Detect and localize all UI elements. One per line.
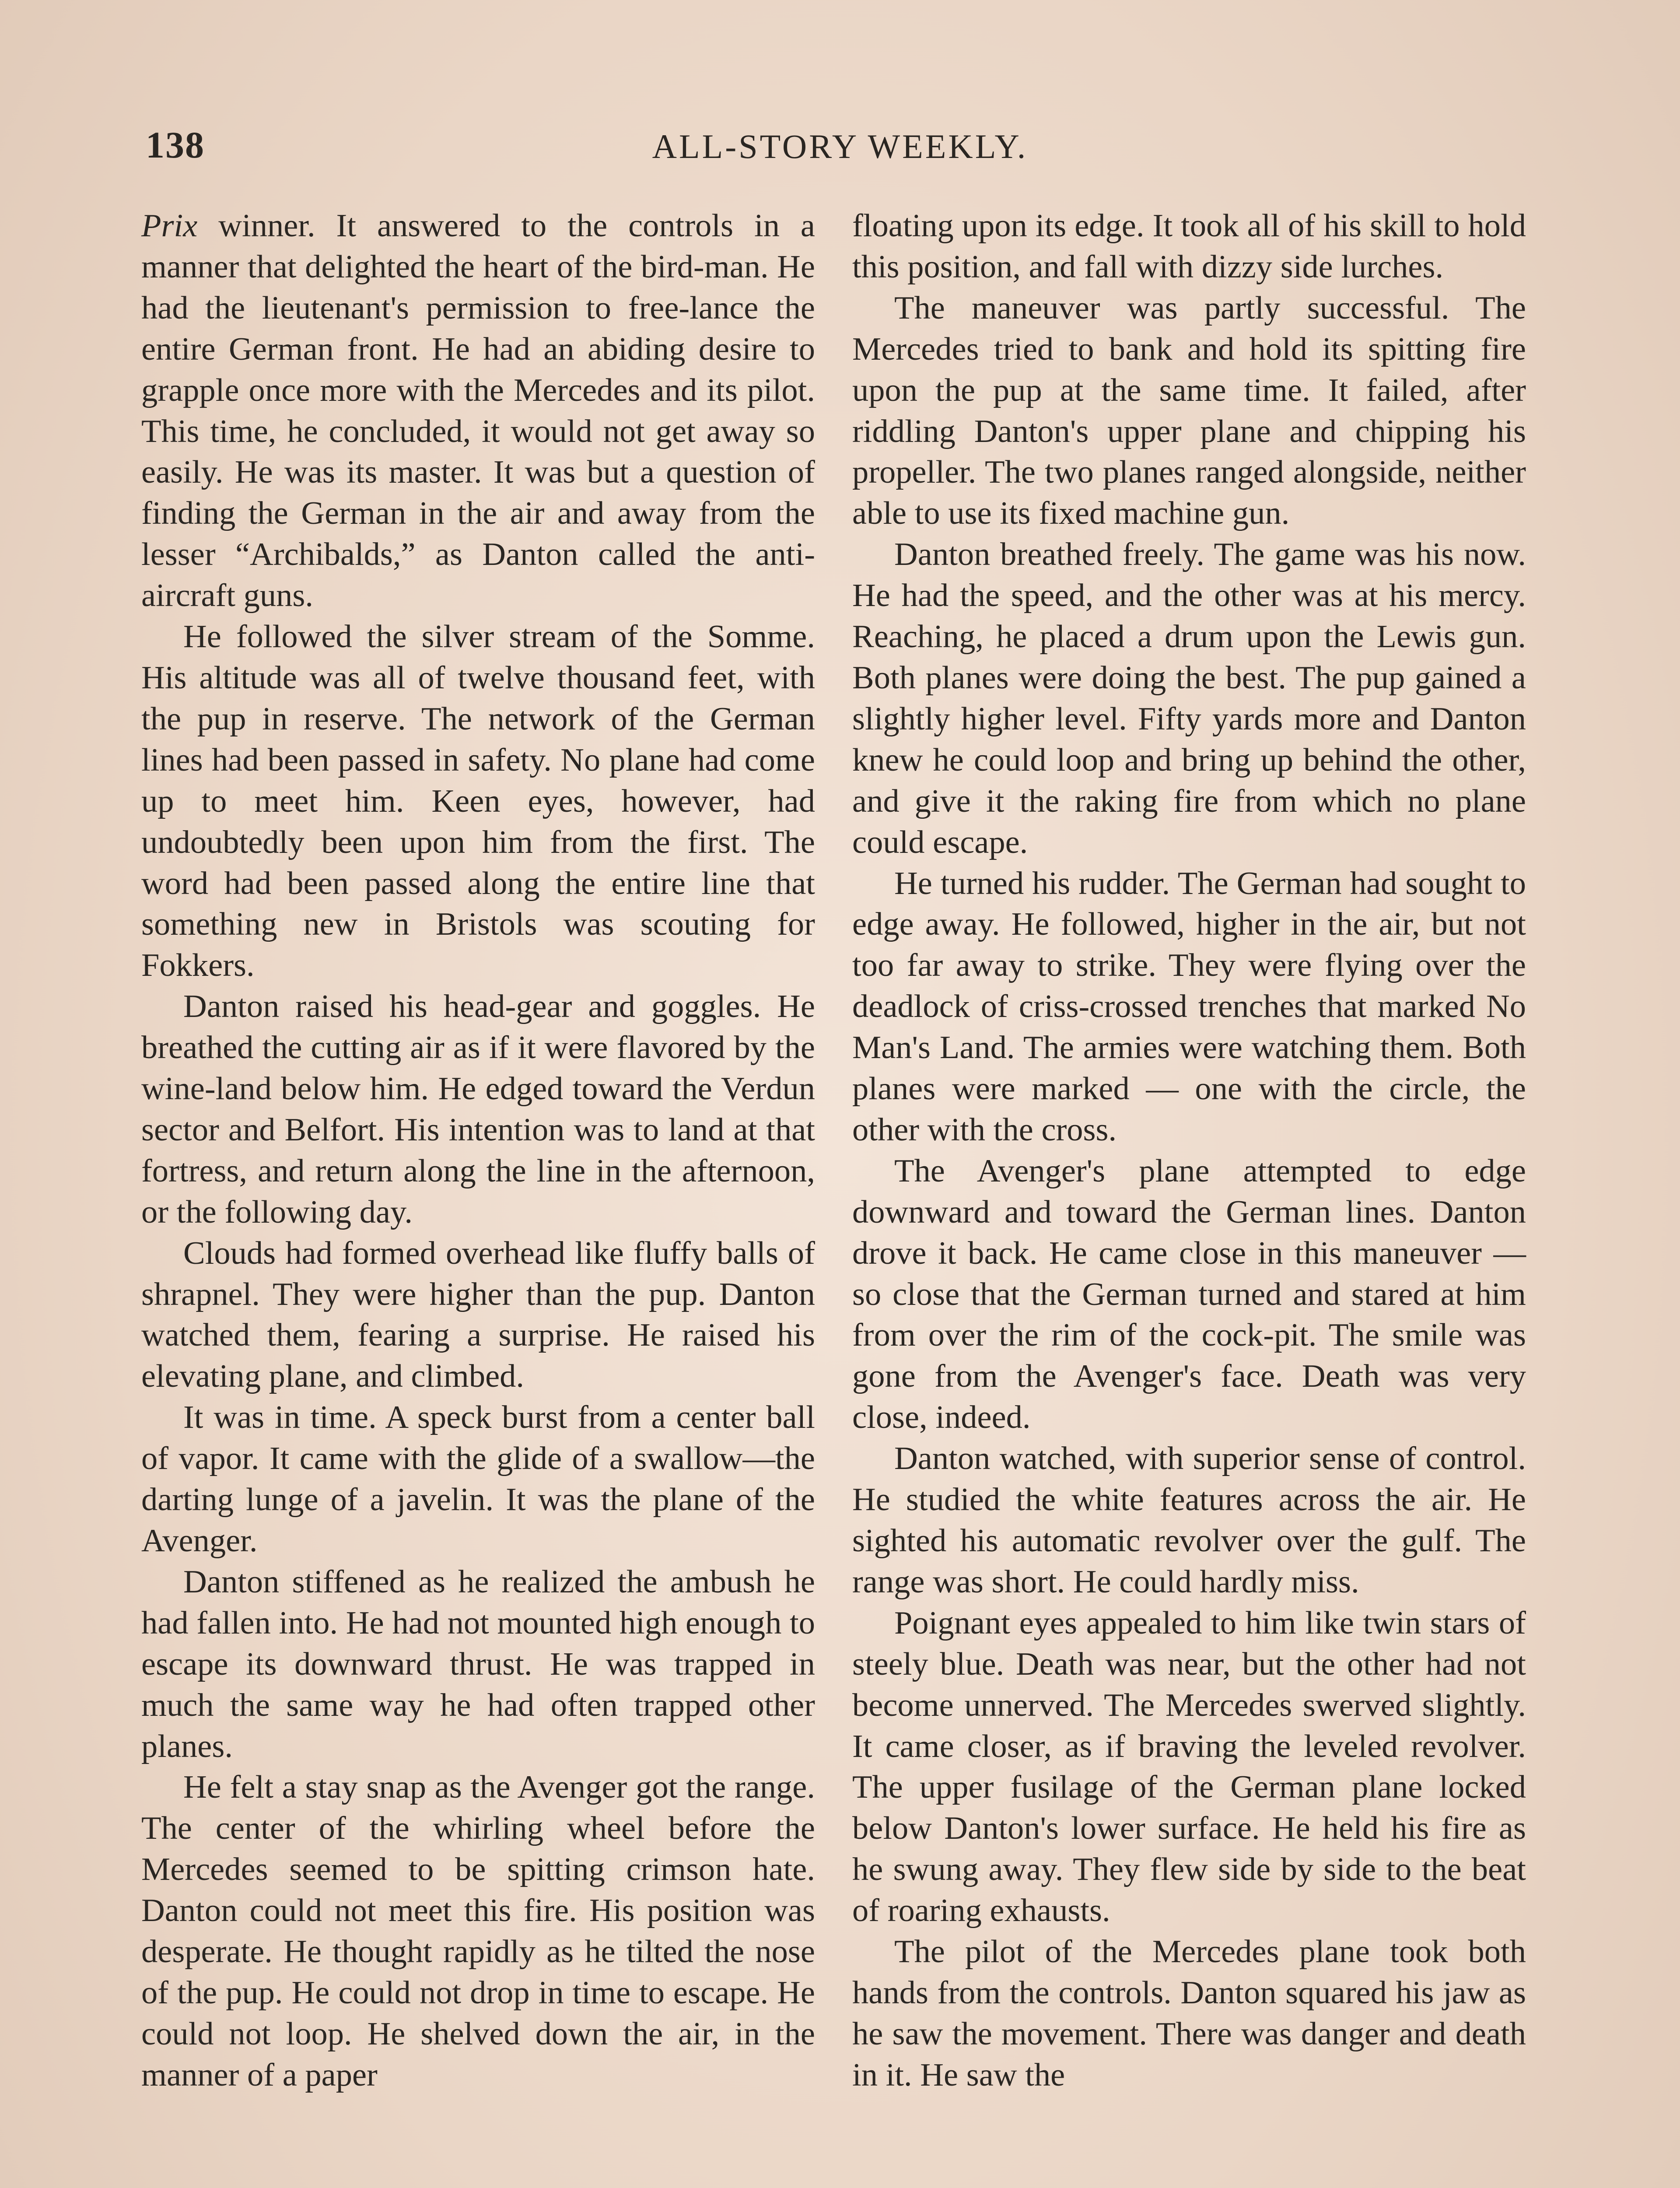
- right-column: [852, 206, 1526, 2096]
- paragraph: Poignant eyes appealed to him like twin stars of steely blue. Death was near, but the other had not become unnerved. The Mercedes swerved slightly. It came closer, as if braving the leveled revolver. The upper fusilage of the German plane locked below Danton's lower surface. He held his fire as he swung away. They flew side by side to the beat of roaring exhausts.: [852, 1605, 1526, 1929]
- paragraph: Danton breathed freely. The game was his now. He had the speed, and the other was at his mercy. Reaching, he placed a drum upon the Lewis gun. Both planes were doing the best. The pup gained a slightly higher level. Fifty yards more and Danton knew he could loop and bring up behind the other, and give it the raking fire from which no plane could escape.: [852, 536, 1526, 860]
- left-column: [141, 206, 815, 2096]
- paragraph: He followed the silver stream of the Somme. His altitude was all of twelve thousand feet, with the pup in reserve. The network of the German lines had been passed in safety. No plane had come up to meet him. Keen eyes, however, had undoubtedly been upon him from the first. The word had been passed along the entire line that something new in Bristols was scouting for Fokkers.: [141, 619, 815, 984]
- paragraph: The pilot of the Mercedes plane took both hands from the controls. Danton squared his jaw as he saw the movement. There was danger and death in it. He saw the: [852, 1934, 1526, 2093]
- page-header: [0, 0, 1680, 210]
- italic-word: Prix: [141, 208, 198, 244]
- paragraph: He felt a stay snap as the Avenger got the range. The center of the whirling wheel before the Mercedes seemed to be spitting crimson hate. Danton could not meet this fire. His position was desperate. He thought rapidly as he tilted the nose of the pup. He could not drop in time to escape. He could not loop. He shelved down the air, in the manner of a paper: [141, 1769, 815, 2093]
- paragraph: Danton watched, with superior sense of control. He studied the white features across the air. He sighted his automatic revolver over the gulf. The range was short. He could hardly miss.: [852, 1441, 1526, 1600]
- paragraph: Danton stiffened as he realized the ambush he had fallen into. He had not mounted high enough to escape its downward thrust. He was trapped in much the same way he had often trapped other planes.: [141, 1564, 815, 1764]
- paragraph: Clouds had formed overhead like fluffy balls of shrapnel. They were higher than the pup. Danton watched them, fearing a surprise. He raised his elevating plane, and climbed.: [141, 1235, 815, 1395]
- paragraph: The maneuver was partly successful. The Mercedes tried to bank and hold its spitting fire upon the pup at the same time. It failed, after riddling Danton's upper plane and chipping his propeller. The two planes ranged alongside, neither able to use its fixed machine gun.: [852, 290, 1526, 532]
- paragraph: It was in time. A speck burst from a center ball of vapor. It came with the glide of a swallow—the darting lunge of a javelin. It was the plane of the Avenger.: [141, 1399, 815, 1559]
- paragraph: floating upon its edge. It took all of his skill to hold this position, and fall with dizzy side lurches.: [852, 208, 1526, 285]
- paragraph: Danton raised his head-gear and goggles. He breathed the cutting air as if it were flavored by the wine-land below him. He edged toward the Verdun sector and Belfort. His intention was to land at that fortress, and return along the line in the afternoon, or the following day.: [141, 989, 815, 1230]
- paragraph: The Avenger's plane attempted to edge downward and toward the German lines. Danton drove it back. He came close in this maneuver — so close that the German turned and stared at him from over the rim of the cock-pit. The smile was gone from the Avenger's face. Death was very close, indeed.: [852, 1153, 1526, 1436]
- paragraph: [141, 206, 815, 617]
- paragraph: He turned his rudder. The German had sought to edge away. He followed, higher in the air, but not too far away to strike. They were flying over the deadlock of criss-crossed trenches that marked No Man's Land. The armies were watching them. Both planes were marked — one with the circle, the other with the cross.: [852, 865, 1526, 1148]
- page-number: 138: [146, 124, 205, 166]
- running-head: ALL-STORY WEEKLY.: [652, 127, 1028, 165]
- paragraph-text: winner. It answered to the controls in a manner that delighted the heart of the bird-man. He had the lieutenant's permission to free-lance the entire German front. He had an abiding desire to grapple once more with the Mercedes and its pilot. This time, he concluded, it would not get away so easily. He was its master. It was but a question of finding the German in the air and away from the lesser “Archibalds,” as Danton called the anti-aircraft guns.: [141, 208, 815, 614]
